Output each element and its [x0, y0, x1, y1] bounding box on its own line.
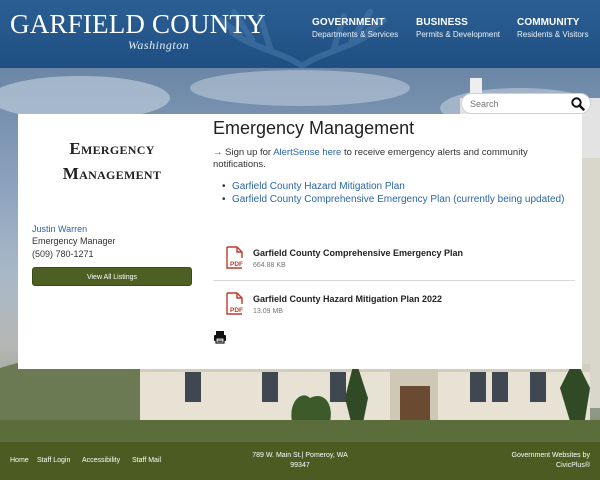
intro-paragraph — [213, 147, 573, 171]
pdf-icon — [224, 292, 246, 316]
document-title[interactable]: Garfield County Comprehensive Emergency Plan — [253, 248, 464, 258]
search-box — [461, 93, 591, 114]
document-item[interactable] — [222, 292, 574, 332]
search-icon[interactable] — [571, 97, 585, 111]
footer-address-line1: 789 W. Main St.| Pomeroy, WA — [252, 452, 348, 459]
footer-credit-line2: CivicPlus® — [556, 462, 590, 469]
alertsense-link[interactable]: AlertSense here — [273, 147, 342, 158]
site-logo-subtitle: Washington — [128, 38, 190, 52]
view-all-listings-button[interactable]: View All Listings — [32, 267, 192, 286]
link-hazard-mitigation-plan[interactable]: • Garfield County Hazard Mitigation Plan — [232, 181, 572, 194]
nav-community-subtitle: Residents & Visitors — [517, 30, 589, 39]
pdf-icon-label: PDF — [230, 307, 243, 314]
contact-name-link[interactable]: Justin Warren — [32, 224, 88, 234]
contact-role: Emergency Manager — [32, 236, 116, 246]
intro-suffix: to receive emergency alerts and community notifications. — [213, 147, 528, 170]
contact-phone: (509) 780-1271 — [32, 249, 94, 259]
department-title-graphic — [22, 136, 202, 186]
site-logo-title[interactable]: GARFIELD COUNTY — [10, 9, 266, 39]
document-title[interactable]: Garfield County Hazard Mitigation Plan 2022 — [253, 294, 443, 304]
site-header — [0, 0, 600, 68]
arrow-right-icon: → — [213, 147, 223, 158]
footer-address-line2: 99347 — [290, 462, 310, 469]
department-title-line2: Management — [62, 164, 162, 183]
print-icon[interactable] — [213, 330, 227, 344]
nav-business-title: BUSINESS — [416, 17, 468, 28]
nav-community[interactable] — [517, 17, 588, 39]
link-comprehensive-emergency-plan[interactable]: • Garfield County Comprehensive Emergency Plan (currently being updated) — [232, 194, 572, 207]
nav-government-subtitle: Departments & Services — [312, 30, 399, 39]
document-size: 13.09 MB — [253, 308, 283, 315]
footer-credit-line1: Government Websites by — [511, 452, 590, 459]
page-title: Emergency Management — [213, 118, 415, 138]
footer-link-staff-login[interactable]: Staff Login — [37, 457, 71, 464]
nav-government-title: GOVERNMENT — [312, 17, 385, 28]
pdf-icon-label: PDF — [230, 261, 243, 268]
footer-link-staff-mail[interactable]: Staff Mail — [132, 457, 162, 464]
resource-links-list — [232, 181, 572, 206]
intro-prefix: Sign up for — [222, 147, 274, 158]
footer-link-home[interactable]: Home — [10, 457, 29, 464]
document-size: 664.88 KB — [253, 262, 286, 269]
footer-credit[interactable] — [490, 451, 590, 471]
footer-link-accessibility[interactable]: Accessibility — [82, 457, 121, 464]
nav-business[interactable] — [416, 17, 500, 39]
nav-business-subtitle: Permits & Development — [416, 30, 501, 39]
nav-community-title: COMMUNITY — [517, 17, 580, 28]
search-input[interactable] — [470, 96, 570, 112]
nav-government[interactable] — [312, 17, 398, 39]
divider — [213, 280, 575, 281]
pdf-icon — [224, 246, 246, 270]
department-title-line1: Emergency — [69, 139, 155, 158]
footer-address — [240, 451, 360, 471]
